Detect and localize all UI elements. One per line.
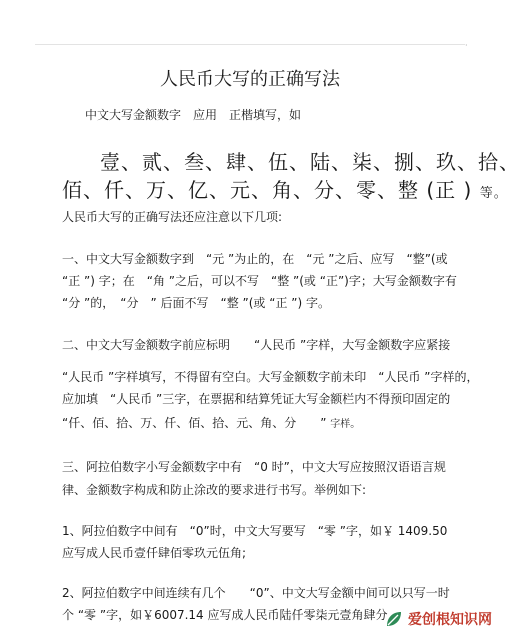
paragraph-1-line-3: “分 ”的， “分 ” 后面不写 “整 ”(或 “正 ”) 字。 (62, 296, 330, 310)
paragraph-1-line-1: 一、中文大写金额数字到 “元 ”为止的，在 “元 ”之后、应写 “整”(或 (62, 252, 448, 266)
numerals-line-1: 壹、贰、叁、肆、伍、陆、柒、捌、玖、拾、 (100, 150, 520, 174)
watermark (384, 609, 492, 629)
watermark-text: 爱创根知识网 (408, 612, 492, 628)
paragraph-5-line-1: 2、阿拉伯数字中间连续有几个 “0”、中文大写金额中间可以只写一时 (62, 586, 450, 600)
numerals-line-2-text: 佰、仟、万、亿、元、角、分、零、整 (正 ) (62, 178, 473, 202)
paragraph-4-line-2: 应写成人民币壹仟肆佰零玖元伍角; (62, 546, 247, 560)
header-rule (35, 44, 465, 45)
paragraph-1-line-2: “正 ”) 字；在 “角 ”之后，可以不写 “整 ”(或 “正”)字；大写金额数字有 (62, 274, 457, 288)
paragraph-2-line-3: 应加填 “人民币 ”三字，在票据和结算凭证大写金额栏内不得预印固定的 (62, 392, 451, 406)
header-rule-dot: · (465, 41, 468, 50)
page-title: 人民币大写的正确写法 (160, 69, 340, 90)
intro-text: 中文大写金额数字 应用 正楷填写，如 (85, 108, 302, 122)
leaf-icon (384, 609, 404, 629)
lead-text: 人民币大写的正确写法还应注意以下几项: (62, 210, 283, 224)
paragraph-5-line-2: 个 “零 ”字，如￥6007.14 应写成人民币陆仟零柒元壹角肆分 (62, 608, 388, 622)
paragraph-3-line-1: 三、阿拉伯数字小写金额数字中有 “0 时”，中文大写应按照汉语语言规 (62, 460, 446, 474)
paragraph-2-line-4-suffix: 字样。 (330, 419, 361, 430)
paragraph-2-line-4 (62, 414, 360, 434)
paragraph-2-line-4-text: “仟、佰、拾、万、仟、佰、拾、元、角、分 ” (62, 416, 327, 430)
numerals-suffix: 等。 (479, 186, 508, 201)
paragraph-2-line-2: “人民币 ”字样填写，不得留有空白。大写金额数字前未印 “人民币 ”字样的， (62, 370, 479, 384)
numerals-line-2 (62, 174, 508, 203)
paragraph-2-line-1: 二、中文大写金额数字前应标明 “人民币 ”字样，大写金额数字应紧接 (62, 338, 451, 352)
paragraph-4-line-1: 1、阿拉伯数字中间有 “0”时，中文大写要写 “零 ”字，如￥ 1409.50 (62, 524, 448, 538)
paragraph-3-line-2: 律、金额数字构成和防止涂改的要求进行书写。举例如下: (62, 483, 367, 497)
